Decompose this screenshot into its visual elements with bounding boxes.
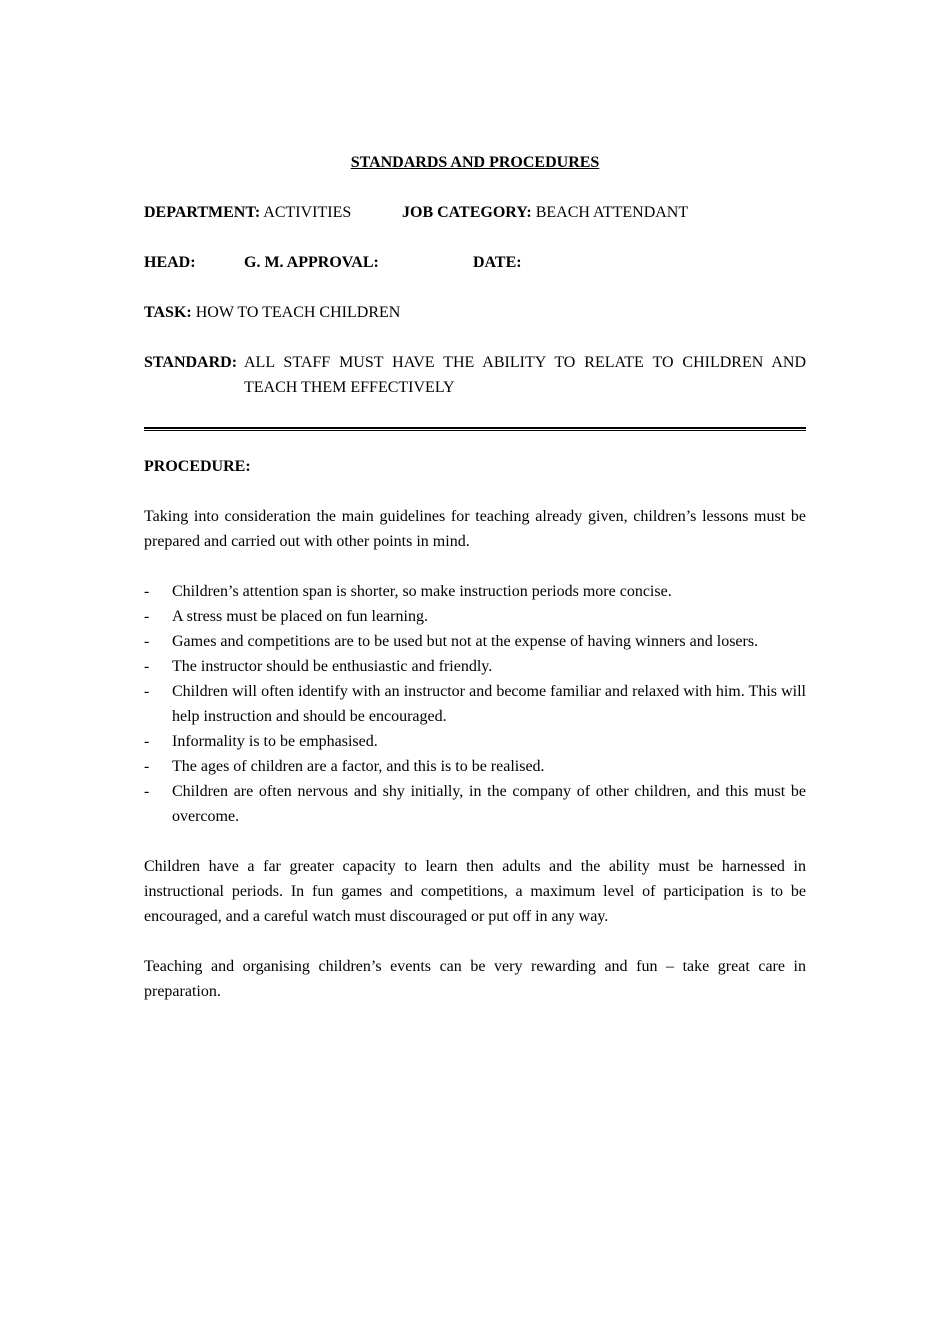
list-item — [144, 654, 806, 679]
procedure-heading: PROCEDURE: — [144, 458, 251, 475]
department-row — [144, 200, 806, 225]
list-item-text: A stress must be placed on fun learning. — [172, 608, 428, 625]
list-item-text: The ages of children are a factor, and this is to be realised. — [172, 758, 545, 775]
job-category-label: JOB CATEGORY: — [402, 204, 532, 221]
bullet-dash: - — [144, 633, 150, 650]
procedure-paragraph-3: Teaching and organising children’s events can be very rewarding and fun – take great care in preparation. — [144, 958, 806, 1000]
list-item-text: Children are often nervous and shy initially, in the company of other children, and this must be overcome. — [172, 783, 806, 825]
job-category-value: BEACH ATTENDANT — [535, 204, 689, 221]
bullet-dash: - — [144, 683, 150, 700]
task-value: HOW TO TEACH CHILDREN — [195, 304, 401, 321]
bullet-dash: - — [144, 608, 150, 625]
list-item-text: Children will often identify with an instructor and become familiar and relaxed with him. This will help instruction and should be encouraged. — [172, 683, 806, 725]
job-category-field — [402, 200, 688, 225]
list-item — [144, 679, 806, 729]
bullet-dash: - — [144, 658, 150, 675]
task-row — [144, 300, 806, 325]
approval-row — [144, 250, 806, 275]
list-item — [144, 579, 806, 604]
list-item — [144, 629, 806, 654]
list-item — [144, 729, 806, 754]
department-value: ACTIVITIES — [263, 204, 352, 221]
standard-row — [144, 350, 806, 400]
bullet-dash: - — [144, 783, 150, 800]
bullet-dash: - — [144, 733, 150, 750]
head-label: HEAD: — [144, 254, 196, 271]
procedure-intro: Taking into consideration the main guidelines for teaching already given, children’s lessons must be prepared and carried out with other points in mind. — [144, 508, 806, 550]
task-label: TASK: — [144, 304, 192, 321]
list-item — [144, 779, 806, 829]
list-item — [144, 754, 806, 779]
standard-value: ALL STAFF MUST HAVE THE ABILITY TO RELATE TO CHILDREN AND TEACH THEM EFFECTIVELY — [244, 354, 806, 396]
standard-label: STANDARD: — [144, 354, 238, 371]
bullet-dash: - — [144, 583, 150, 600]
list-item-text: The instructor should be enthusiastic and friendly. — [172, 658, 493, 675]
procedure-bullet-list — [144, 579, 806, 829]
list-item — [144, 604, 806, 629]
list-item-text: Games and competitions are to be used but not at the expense of having winners and losers. — [172, 633, 759, 650]
bullet-dash: - — [144, 758, 150, 775]
department-label: DEPARTMENT: — [144, 204, 261, 221]
date-label: DATE: — [473, 254, 522, 271]
document-title: STANDARDS AND PROCEDURES — [350, 154, 600, 171]
procedure-paragraph-2: Children have a far greater capacity to learn then adults and the ability must be harnessed in instructional periods. In fun games and competitions, a maximum level of participation is to be encouraged, and a careful watch must discouraged or put off in any way. — [144, 858, 806, 925]
document-page — [144, 150, 806, 1029]
list-item-text: Informality is to be emphasised. — [172, 733, 378, 750]
double-rule-divider — [144, 427, 806, 431]
department-field — [144, 200, 351, 225]
list-item-text: Children’s attention span is shorter, so make instruction periods more concise. — [172, 583, 672, 600]
approval-label: G. M. APPROVAL: — [244, 254, 379, 271]
